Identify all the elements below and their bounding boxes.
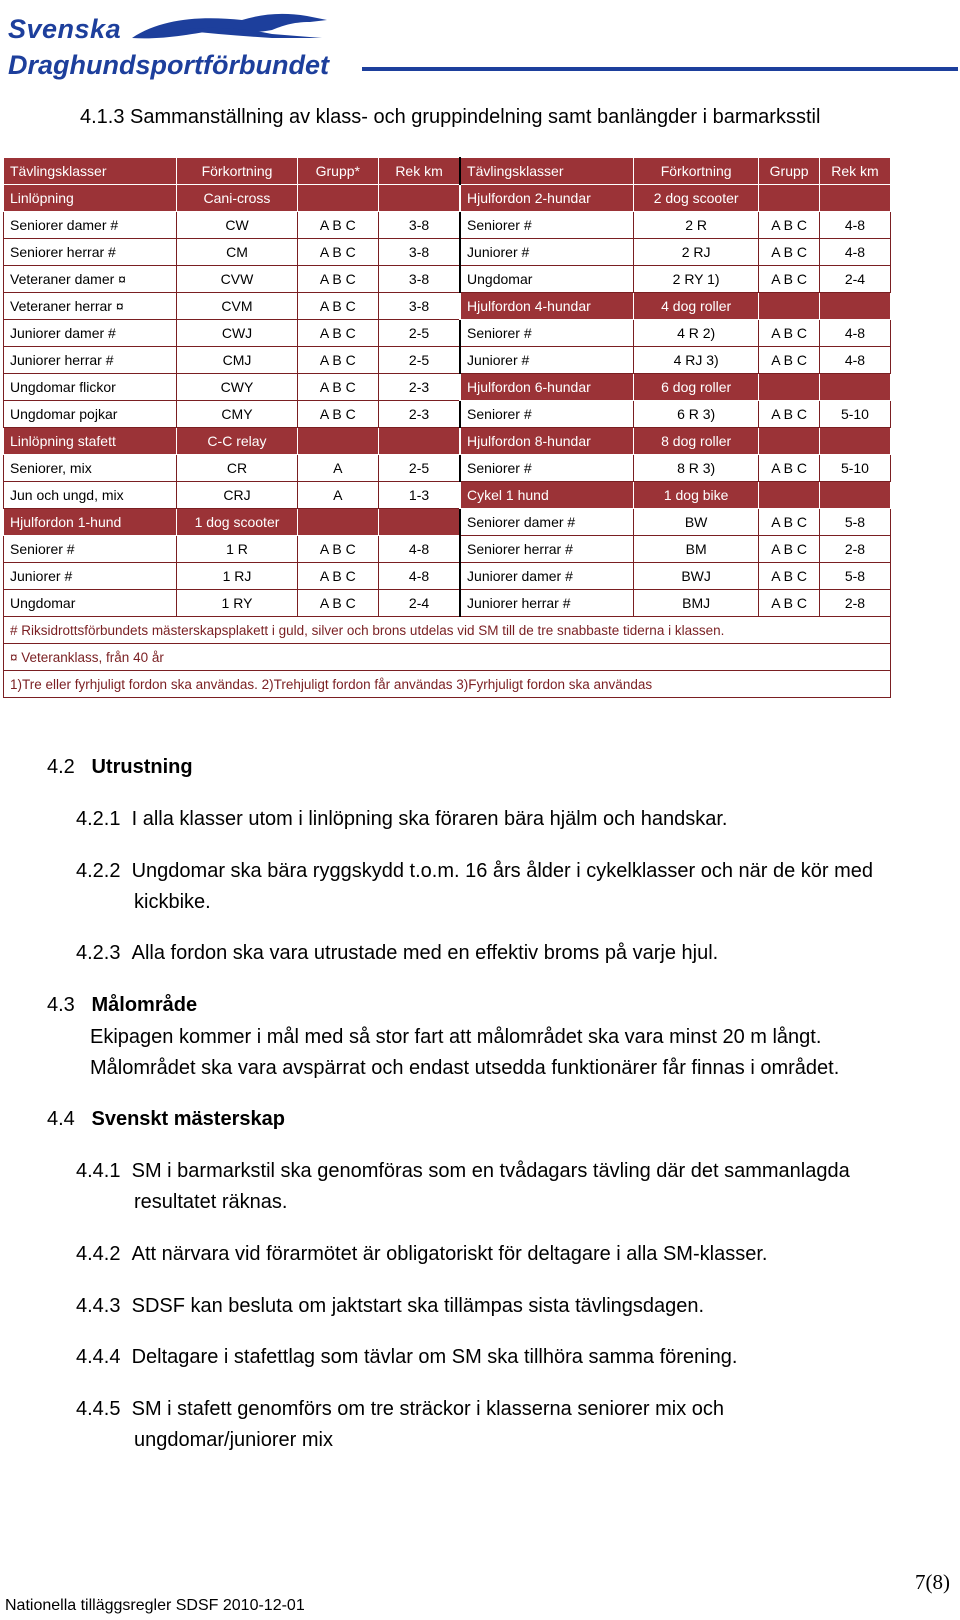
logo-line1: Svenska <box>8 14 122 44</box>
table-row <box>4 185 891 212</box>
table-cell: 4-8 <box>819 320 890 347</box>
table-cell: Veteraner herrar ¤ <box>4 293 177 320</box>
table-cell <box>379 428 460 455</box>
header-rule <box>362 67 958 71</box>
table-cell: CR <box>177 455 297 482</box>
table-row <box>4 239 891 266</box>
table-cell: CWY <box>177 374 297 401</box>
table-cell: 2-8 <box>819 590 890 617</box>
table-cell: C-C relay <box>177 428 297 455</box>
table-cell: Juniorer # <box>4 563 177 590</box>
table-cell: A B C <box>297 590 378 617</box>
table-cell: 2-3 <box>379 374 460 401</box>
table-cell: A B C <box>759 509 820 536</box>
table-cell: Seniorer, mix <box>4 455 177 482</box>
table-cell: Ungdomar <box>460 266 633 293</box>
table-cell: Juniorer herrar # <box>4 347 177 374</box>
table-note-row <box>4 644 891 671</box>
table-cell: Veteraner damer ¤ <box>4 266 177 293</box>
table-cell: A B C <box>759 320 820 347</box>
table-cell: Hjulfordon 4-hundar <box>460 293 633 320</box>
page-number: 7(8) <box>915 1570 950 1594</box>
table-cell: 2-3 <box>379 401 460 428</box>
table-header-cell: Grupp <box>759 158 820 185</box>
table-cell <box>819 374 890 401</box>
table-cell: Linlöpning <box>4 185 177 212</box>
section-4-4-5: 4.4.5 SM i stafett genomförs om tre sträckor i klasserna seniorer mix och <box>76 1398 725 1420</box>
table-row <box>4 266 891 293</box>
table-cell: 1 RY <box>177 590 297 617</box>
table-cell: A B C <box>297 536 378 563</box>
table-cell: Ungdomar flickor <box>4 374 177 401</box>
table-cell: A B C <box>759 239 820 266</box>
table-cell: 2 dog scooter <box>633 185 758 212</box>
section-4-3: 4.3 Målområde <box>47 994 198 1016</box>
table-cell <box>759 185 820 212</box>
table-cell: CM <box>177 239 297 266</box>
table-cell <box>819 482 890 509</box>
table-note: ¤ Veteranklass, från 40 år <box>4 644 891 671</box>
table-cell: Cykel 1 hund <box>460 482 633 509</box>
table-cell: 5-10 <box>819 455 890 482</box>
table-cell: 4-8 <box>819 347 890 374</box>
section-heading-4-1-3: 4.1.3 Sammanställning av klass- och gruppindelning samt banlängder i barmarksstil <box>80 106 821 128</box>
table-cell: Juniorer damer # <box>460 563 633 590</box>
table-cell: Juniorer damer # <box>4 320 177 347</box>
table-cell: 4-8 <box>819 239 890 266</box>
table-row <box>4 374 891 401</box>
table-cell <box>297 428 378 455</box>
table-cell: 1 R <box>177 536 297 563</box>
table-note-row <box>4 671 891 698</box>
table-cell: A <box>297 482 378 509</box>
table-cell: Seniorer damer # <box>460 509 633 536</box>
table-row <box>4 509 891 536</box>
logo <box>4 6 344 78</box>
table-cell: Seniorer herrar # <box>4 239 177 266</box>
running-dog-icon <box>122 8 332 48</box>
table-header-cell: Rek km <box>379 158 460 185</box>
section-4-4-1-cont: resultatet räknas. <box>134 1191 288 1213</box>
table-row <box>4 428 891 455</box>
table-cell: CVW <box>177 266 297 293</box>
table-cell: 4-8 <box>379 563 460 590</box>
table-row <box>4 563 891 590</box>
table-cell: A B C <box>297 266 378 293</box>
table-cell: Seniorer herrar # <box>460 536 633 563</box>
table-cell: Hjulfordon 2-hundar <box>460 185 633 212</box>
table-cell: 3-8 <box>379 266 460 293</box>
table-cell: A B C <box>759 266 820 293</box>
table-cell: A B C <box>759 401 820 428</box>
table-note-row <box>4 617 891 644</box>
table-cell: Ungdomar <box>4 590 177 617</box>
table-cell: Juniorer # <box>460 347 633 374</box>
table-cell: A B C <box>297 401 378 428</box>
table-cell: Hjulfordon 8-hundar <box>460 428 633 455</box>
table-cell: A B C <box>297 320 378 347</box>
table-cell: A B C <box>297 347 378 374</box>
table-cell <box>297 509 378 536</box>
table-cell <box>819 293 890 320</box>
table-cell: Seniorer # <box>460 401 633 428</box>
table-cell: Juniorer # <box>460 239 633 266</box>
table-cell: 2-4 <box>379 590 460 617</box>
table-cell: Ungdomar pojkar <box>4 401 177 428</box>
table-cell: Seniorer # <box>460 320 633 347</box>
table-header-cell: Tävlingsklasser <box>4 158 177 185</box>
table-header-cell: Förkortning <box>633 158 758 185</box>
table-cell: 2-5 <box>379 320 460 347</box>
table-cell: CW <box>177 212 297 239</box>
section-4-4-4: 4.4.4 Deltagare i stafettlag som tävlar om SM ska tillhöra samma förening. <box>76 1346 738 1368</box>
table-cell: 3-8 <box>379 212 460 239</box>
table-cell: CMY <box>177 401 297 428</box>
table-cell: 5-8 <box>819 563 890 590</box>
table-cell: CRJ <box>177 482 297 509</box>
table-cell: 2 RJ <box>633 239 758 266</box>
table-cell: A B C <box>759 212 820 239</box>
table-cell: 8 dog roller <box>633 428 758 455</box>
table-cell <box>379 185 460 212</box>
table-cell: A B C <box>759 563 820 590</box>
table-cell: BWJ <box>633 563 758 590</box>
table-row <box>4 536 891 563</box>
table-cell: A B C <box>297 563 378 590</box>
table-cell: 4-8 <box>819 212 890 239</box>
table-cell <box>379 509 460 536</box>
table-cell: 2 R <box>633 212 758 239</box>
table-cell: 2-4 <box>819 266 890 293</box>
section-4-3-text2: Målområdet ska vara avspärrat och endast utsedda funktionärer får finnas i området. <box>90 1057 840 1079</box>
table-cell: 1 dog bike <box>633 482 758 509</box>
table-cell: Seniorer # <box>460 212 633 239</box>
table-cell <box>819 428 890 455</box>
table-header-cell: Rek km <box>819 158 890 185</box>
table-cell: 2-5 <box>379 347 460 374</box>
table-header-cell: Förkortning <box>177 158 297 185</box>
table-cell: CWJ <box>177 320 297 347</box>
section-4-2-title: Utrustning <box>91 756 193 778</box>
section-4-2-1: 4.2.1 I alla klasser utom i linlöpning ska föraren bära hjälm och handskar. <box>76 808 728 830</box>
table-cell <box>297 185 378 212</box>
table-row <box>4 347 891 374</box>
section-4-4-title: Svenskt mästerskap <box>91 1108 285 1130</box>
table-cell: A B C <box>759 347 820 374</box>
table-row <box>4 320 891 347</box>
table-cell: 3-8 <box>379 293 460 320</box>
table-cell: 5-8 <box>819 509 890 536</box>
table-cell <box>759 293 820 320</box>
table-cell: 4-8 <box>379 536 460 563</box>
section-4-4-1: 4.4.1 SM i barmarkstil ska genomföras som en tvådagars tävling där det sammanlagda <box>76 1160 850 1182</box>
table-note: 1)Tre eller fyrhjuligt fordon ska användas. 2)Trehjuligt fordon får användas 3)Fyrhjuligt fordon ska användas <box>4 671 891 698</box>
section-4-2-3: 4.2.3 Alla fordon ska vara utrustade med en effektiv broms på varje hjul. <box>76 942 719 964</box>
table-header-row <box>4 158 891 185</box>
table-cell: Seniorer damer # <box>4 212 177 239</box>
table-cell <box>759 374 820 401</box>
table-cell: A B C <box>297 212 378 239</box>
table-cell <box>819 185 890 212</box>
table-cell: A B C <box>297 239 378 266</box>
table-cell <box>759 482 820 509</box>
section-4-3-title: Målområde <box>91 994 198 1016</box>
table-cell: BM <box>633 536 758 563</box>
table-cell: 4 R 2) <box>633 320 758 347</box>
table-cell: A B C <box>759 536 820 563</box>
table-cell: BMJ <box>633 590 758 617</box>
table-cell: 6 dog roller <box>633 374 758 401</box>
table-cell: 2-8 <box>819 536 890 563</box>
table-cell: Seniorer # <box>4 536 177 563</box>
table-cell: 4 RJ 3) <box>633 347 758 374</box>
table-row <box>4 401 891 428</box>
table-cell: 3-8 <box>379 239 460 266</box>
table-cell: 2 RY 1) <box>633 266 758 293</box>
table-cell: 6 R 3) <box>633 401 758 428</box>
table-cell: 5-10 <box>819 401 890 428</box>
table-cell: 8 R 3) <box>633 455 758 482</box>
section-4-2-2: 4.2.2 Ungdomar ska bära ryggskydd t.o.m. 16 års ålder i cykelklasser och när de kör med <box>76 860 874 882</box>
table-cell: BW <box>633 509 758 536</box>
table-row <box>4 455 891 482</box>
table-row <box>4 212 891 239</box>
table-cell: Linlöpning stafett <box>4 428 177 455</box>
table-cell: Hjulfordon 1-hund <box>4 509 177 536</box>
table-cell: Seniorer # <box>460 455 633 482</box>
table-header-cell: Tävlingsklasser <box>460 158 633 185</box>
logo-line2: Draghundsportförbundet <box>8 50 329 80</box>
table-row <box>4 293 891 320</box>
table-header-cell: Grupp* <box>297 158 378 185</box>
table-cell: A <box>297 455 378 482</box>
table-cell: 2-5 <box>379 455 460 482</box>
footer-text: Nationella tilläggsregler SDSF 2010-12-01 <box>5 1597 305 1614</box>
section-4-4-2: 4.4.2 Att närvara vid förarmötet är obligatoriskt för deltagare i alla SM-klasser. <box>76 1243 768 1265</box>
table-cell: A B C <box>759 455 820 482</box>
section-4-4-3: 4.4.3 SDSF kan besluta om jaktstart ska tillämpas sista tävlingsdagen. <box>76 1295 705 1317</box>
table-cell: Cani-cross <box>177 185 297 212</box>
section-4-4-5-cont: ungdomar/juniorer mix <box>134 1429 333 1451</box>
table-cell: Jun och ungd, mix <box>4 482 177 509</box>
table-cell: CVM <box>177 293 297 320</box>
table-cell: A B C <box>297 374 378 401</box>
class-table <box>3 157 891 698</box>
table-cell <box>759 428 820 455</box>
table-cell: Juniorer herrar # <box>460 590 633 617</box>
table-cell: 1 RJ <box>177 563 297 590</box>
table-row <box>4 482 891 509</box>
section-4-2-2-cont: kickbike. <box>134 891 211 913</box>
table-cell: Hjulfordon 6-hundar <box>460 374 633 401</box>
section-4-4: 4.4 Svenskt mästerskap <box>47 1108 285 1130</box>
table-cell: A B C <box>297 293 378 320</box>
table-cell: 1-3 <box>379 482 460 509</box>
table-cell: A B C <box>759 590 820 617</box>
table-cell: 1 dog scooter <box>177 509 297 536</box>
table-row <box>4 590 891 617</box>
table-cell: CMJ <box>177 347 297 374</box>
table-note: # Riksidrottsförbundets mästerskapsplakett i guld, silver och brons utdelas vid SM till de tre snabbaste tiderna i klassen. <box>4 617 891 644</box>
section-4-2: 4.2 Utrustning <box>47 756 193 778</box>
table-cell: 4 dog roller <box>633 293 758 320</box>
section-4-3-text1: Ekipagen kommer i mål med så stor fart att målområdet ska vara minst 20 m långt. <box>90 1026 822 1048</box>
